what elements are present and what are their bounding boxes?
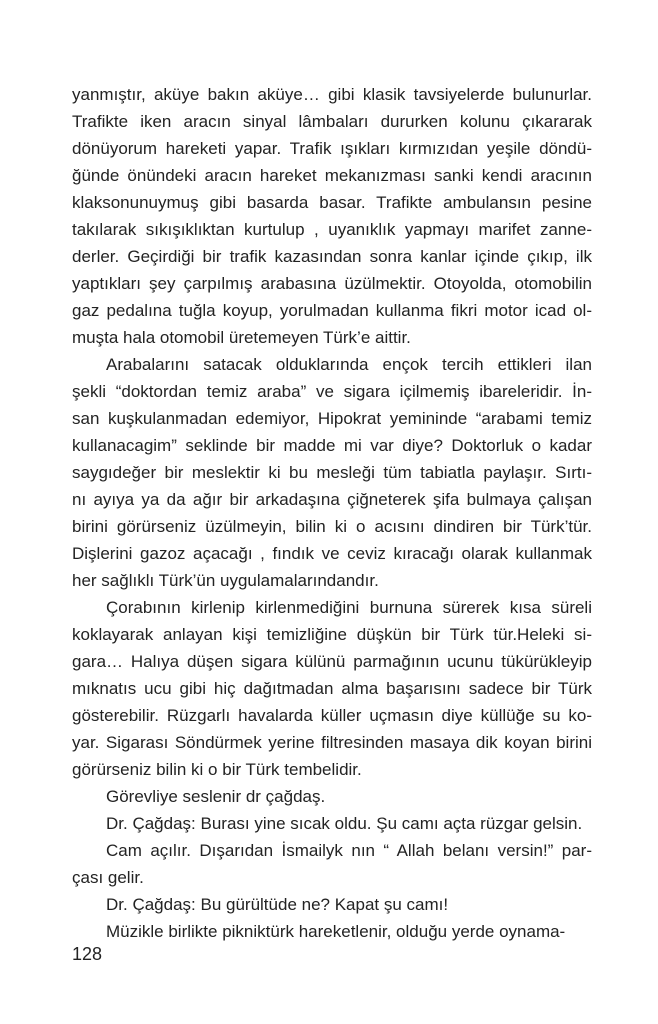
text-line: Arabalarını satacak olduklarında ençok tercih ettikleri ilan bbox=[106, 355, 592, 374]
text-line: gaz pedalına tuğla koyup, yorulmadan kullanma fikri motor icad ol- bbox=[72, 301, 592, 320]
text-line: yanmıştır, aküye bakın aküye… gibi klasik tavsiyelerde bulunurlar. bbox=[72, 85, 592, 104]
text-line: mıknatıs ucu gibi hiç dağıtmadan alma başarısını sadece bir Türk bbox=[72, 679, 592, 698]
text-block bbox=[72, 81, 592, 945]
text-line: Dişlerini gazoz açacağı , fındık ve ceviz kıracağı olarak kullanmak bbox=[72, 544, 592, 563]
text-line: nı ayıya ya da ağır bir arkadaşına çiğneterek şifa bulmaya çalışan bbox=[72, 490, 592, 509]
text-line: yar. Sigarası Söndürmek yerine filtresinden masaya dik koyan birini bbox=[72, 733, 592, 752]
text-line: ğünde önündeki aracın hareket mekanızması sanki kendi aracının bbox=[72, 166, 592, 185]
text-line: görürseniz bilin ki o bir Türk tembelidir. bbox=[72, 760, 362, 779]
text-line: gösterebilir. Rüzgarlı havalarda küller uçmasın diye küllüğe su ko- bbox=[72, 706, 592, 725]
text-line: çası gelir. bbox=[72, 868, 144, 887]
text-line: kullanacagim” seklinde bir madde mi var diye? Doktorluk o kadar bbox=[72, 436, 592, 455]
text-line: Müzikle birlikte pikniktürk hareketlenir, olduğu yerde oynama- bbox=[106, 922, 566, 941]
text-line: Dr. Çağdaş: Burası yine sıcak oldu. Şu camı açta rüzgar gelsin. bbox=[106, 814, 583, 833]
text-line: birini görürseniz üzülmeyin, bilin ki o acısını dindiren bir Türk’tür. bbox=[72, 517, 592, 536]
text-line: Cam açılır. Dışarıdan İsmailyk nın “ Allah belanı versin!” par- bbox=[106, 841, 592, 860]
text-line: Trafikte iken aracın sinyal lâmbaları dururken kolunu çıkararak bbox=[72, 112, 592, 131]
text-line: saygıdeğer bir meslektir ki bu mesleği tüm tabiatla paylaşır. Sırtı- bbox=[72, 463, 592, 482]
text-line: san kuşkulanmadan edemiyor, Hipokrat yemininde “arabami temiz bbox=[72, 409, 592, 428]
paragraph bbox=[72, 783, 592, 810]
text-line: yaptıkları şey çarpılmış arabasına üzülmektir. Otoyolda, otomobilin bbox=[72, 274, 592, 293]
paragraph bbox=[72, 837, 592, 891]
text-line: dönüyorum hareketi yapar. Trafik ışıkları kırmızıdan yeşile döndü- bbox=[72, 139, 592, 158]
text-line: derler. Geçirdiği bir trafik kazasından sonra kanlar içinde çıkıp, ilk bbox=[72, 247, 592, 266]
paragraph bbox=[72, 891, 592, 918]
text-line: Görevliye seslenir dr çağdaş. bbox=[106, 787, 326, 806]
paragraph bbox=[72, 594, 592, 783]
text-line: şekli “doktordan temiz araba” ve sigara içilmemiş ibareleridir. İn- bbox=[72, 382, 592, 401]
paragraph bbox=[72, 351, 592, 594]
text-line: muşta hala otomobil üretemeyen Türk’e aittir. bbox=[72, 328, 411, 347]
page-number: 128 bbox=[72, 944, 103, 964]
text-line: koklayarak anlayan kişi temizliğine düşkün bir Türk tür.Heleki si- bbox=[72, 625, 592, 644]
paragraph bbox=[72, 81, 592, 351]
text-line: gara… Halıya düşen sigara külünü parmağının ucunu tükürükleyip bbox=[72, 652, 592, 671]
text-line: klaksonunuymuş gibi basarda basar. Trafikte ambulansın pesine bbox=[72, 193, 592, 212]
text-line: Dr. Çağdaş: Bu gürültüde ne? Kapat şu camı! bbox=[106, 895, 449, 914]
paragraph bbox=[72, 810, 592, 837]
paragraph bbox=[72, 918, 592, 945]
text-line: Çorabının kirlenip kirlenmediğini burnuna sürerek kısa süreli bbox=[106, 598, 592, 617]
text-line: her sağlıklı Türk’ün uygulamalarındandır. bbox=[72, 571, 379, 590]
text-line: takılarak sıkışıklıktan kurtulup , uyanıklık yapmayı marifet zanne- bbox=[72, 220, 592, 239]
